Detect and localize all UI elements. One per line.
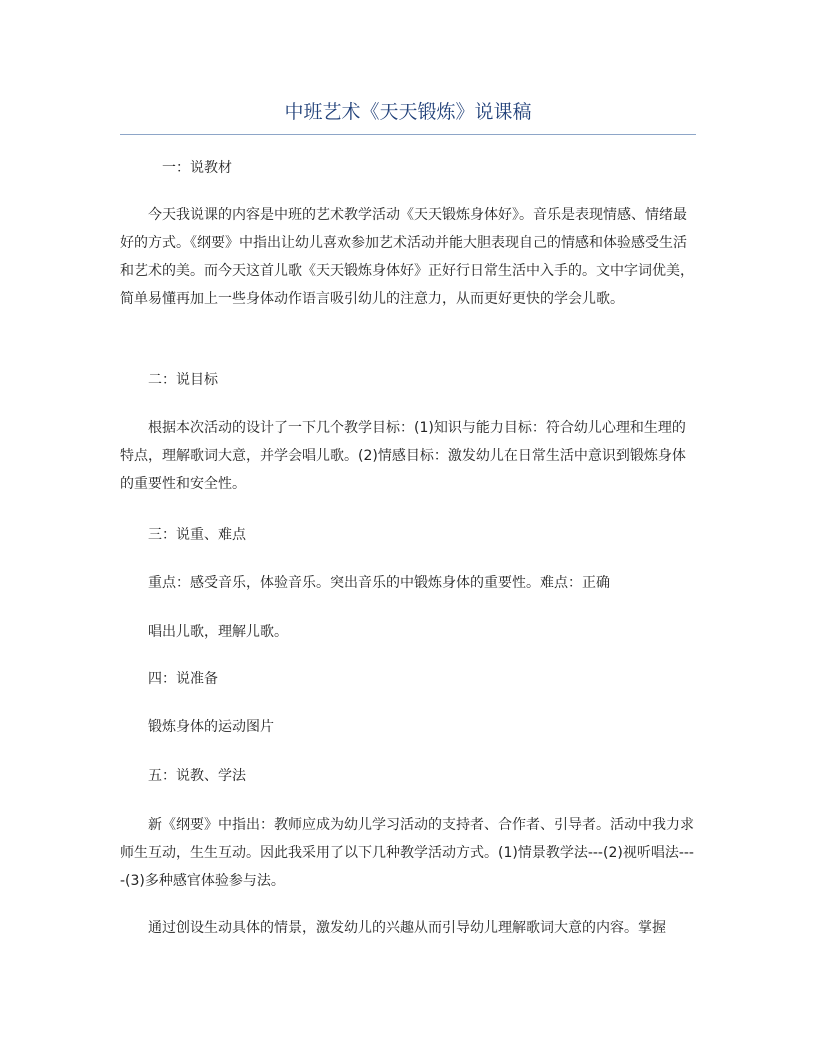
document-title: 中班艺术《天天锻炼》说课稿: [284, 101, 532, 123]
section-heading-2: 二：说目标: [148, 372, 218, 388]
section-3-line-1: 重点：感受音乐，体验音乐。突出音乐的中锻炼身体的重要性。难点：正确: [148, 575, 610, 591]
section-5-paragraph-2: 通过创设生动具体的情景，激发幼儿的兴趣从而引导幼儿理解歌词大意的内容。掌握: [148, 920, 666, 936]
section-3-line-2: 唱出儿歌，理解儿歌。: [148, 624, 288, 640]
section-1-paragraph: 今天我说课的内容是中班的艺术教学活动《天天锻炼身体好》。音乐是表现情感、情绪最好的方式。《纲要》中指出让幼儿喜欢参加艺术活动并能大胆表现自己的情感和体验感受生活和艺术的美。而今天这首儿歌《天天锻炼身体好》正好行日常生活中入手的。文中字词优美，简单易懂再加上一些身体动作语言吸引幼儿的注意力，从而更好更快的学会儿歌。: [120, 207, 694, 307]
section-2-paragraph: 根据本次活动的设计了一下几个教学目标：(1)知识与能力目标：符合幼儿心理和生理的特点，理解歌词大意，并学会唱儿歌。(2)情感目标：激发幼儿在日常生活中意识到锻炼身体的重要性和安全性。: [120, 420, 686, 492]
section-heading-4: 四：说准备: [148, 671, 218, 687]
section-4-line-1: 锻炼身体的运动图片: [148, 719, 274, 735]
section-heading-3: 三：说重、难点: [148, 527, 246, 543]
section-heading-5: 五：说教、学法: [148, 768, 246, 784]
section-5-paragraph-1: 新《纲要》中指出：教师应成为幼儿学习活动的支持者、合作者、引导者。活动中我力求师生互动，生生互动。因此我采用了以下几种教学活动方式。(1)情景教学法---(2)视听唱法----(3)多种感官体验参与法。: [120, 817, 694, 889]
title-divider: [120, 134, 696, 135]
section-heading-1: 一：说教材: [162, 160, 232, 176]
